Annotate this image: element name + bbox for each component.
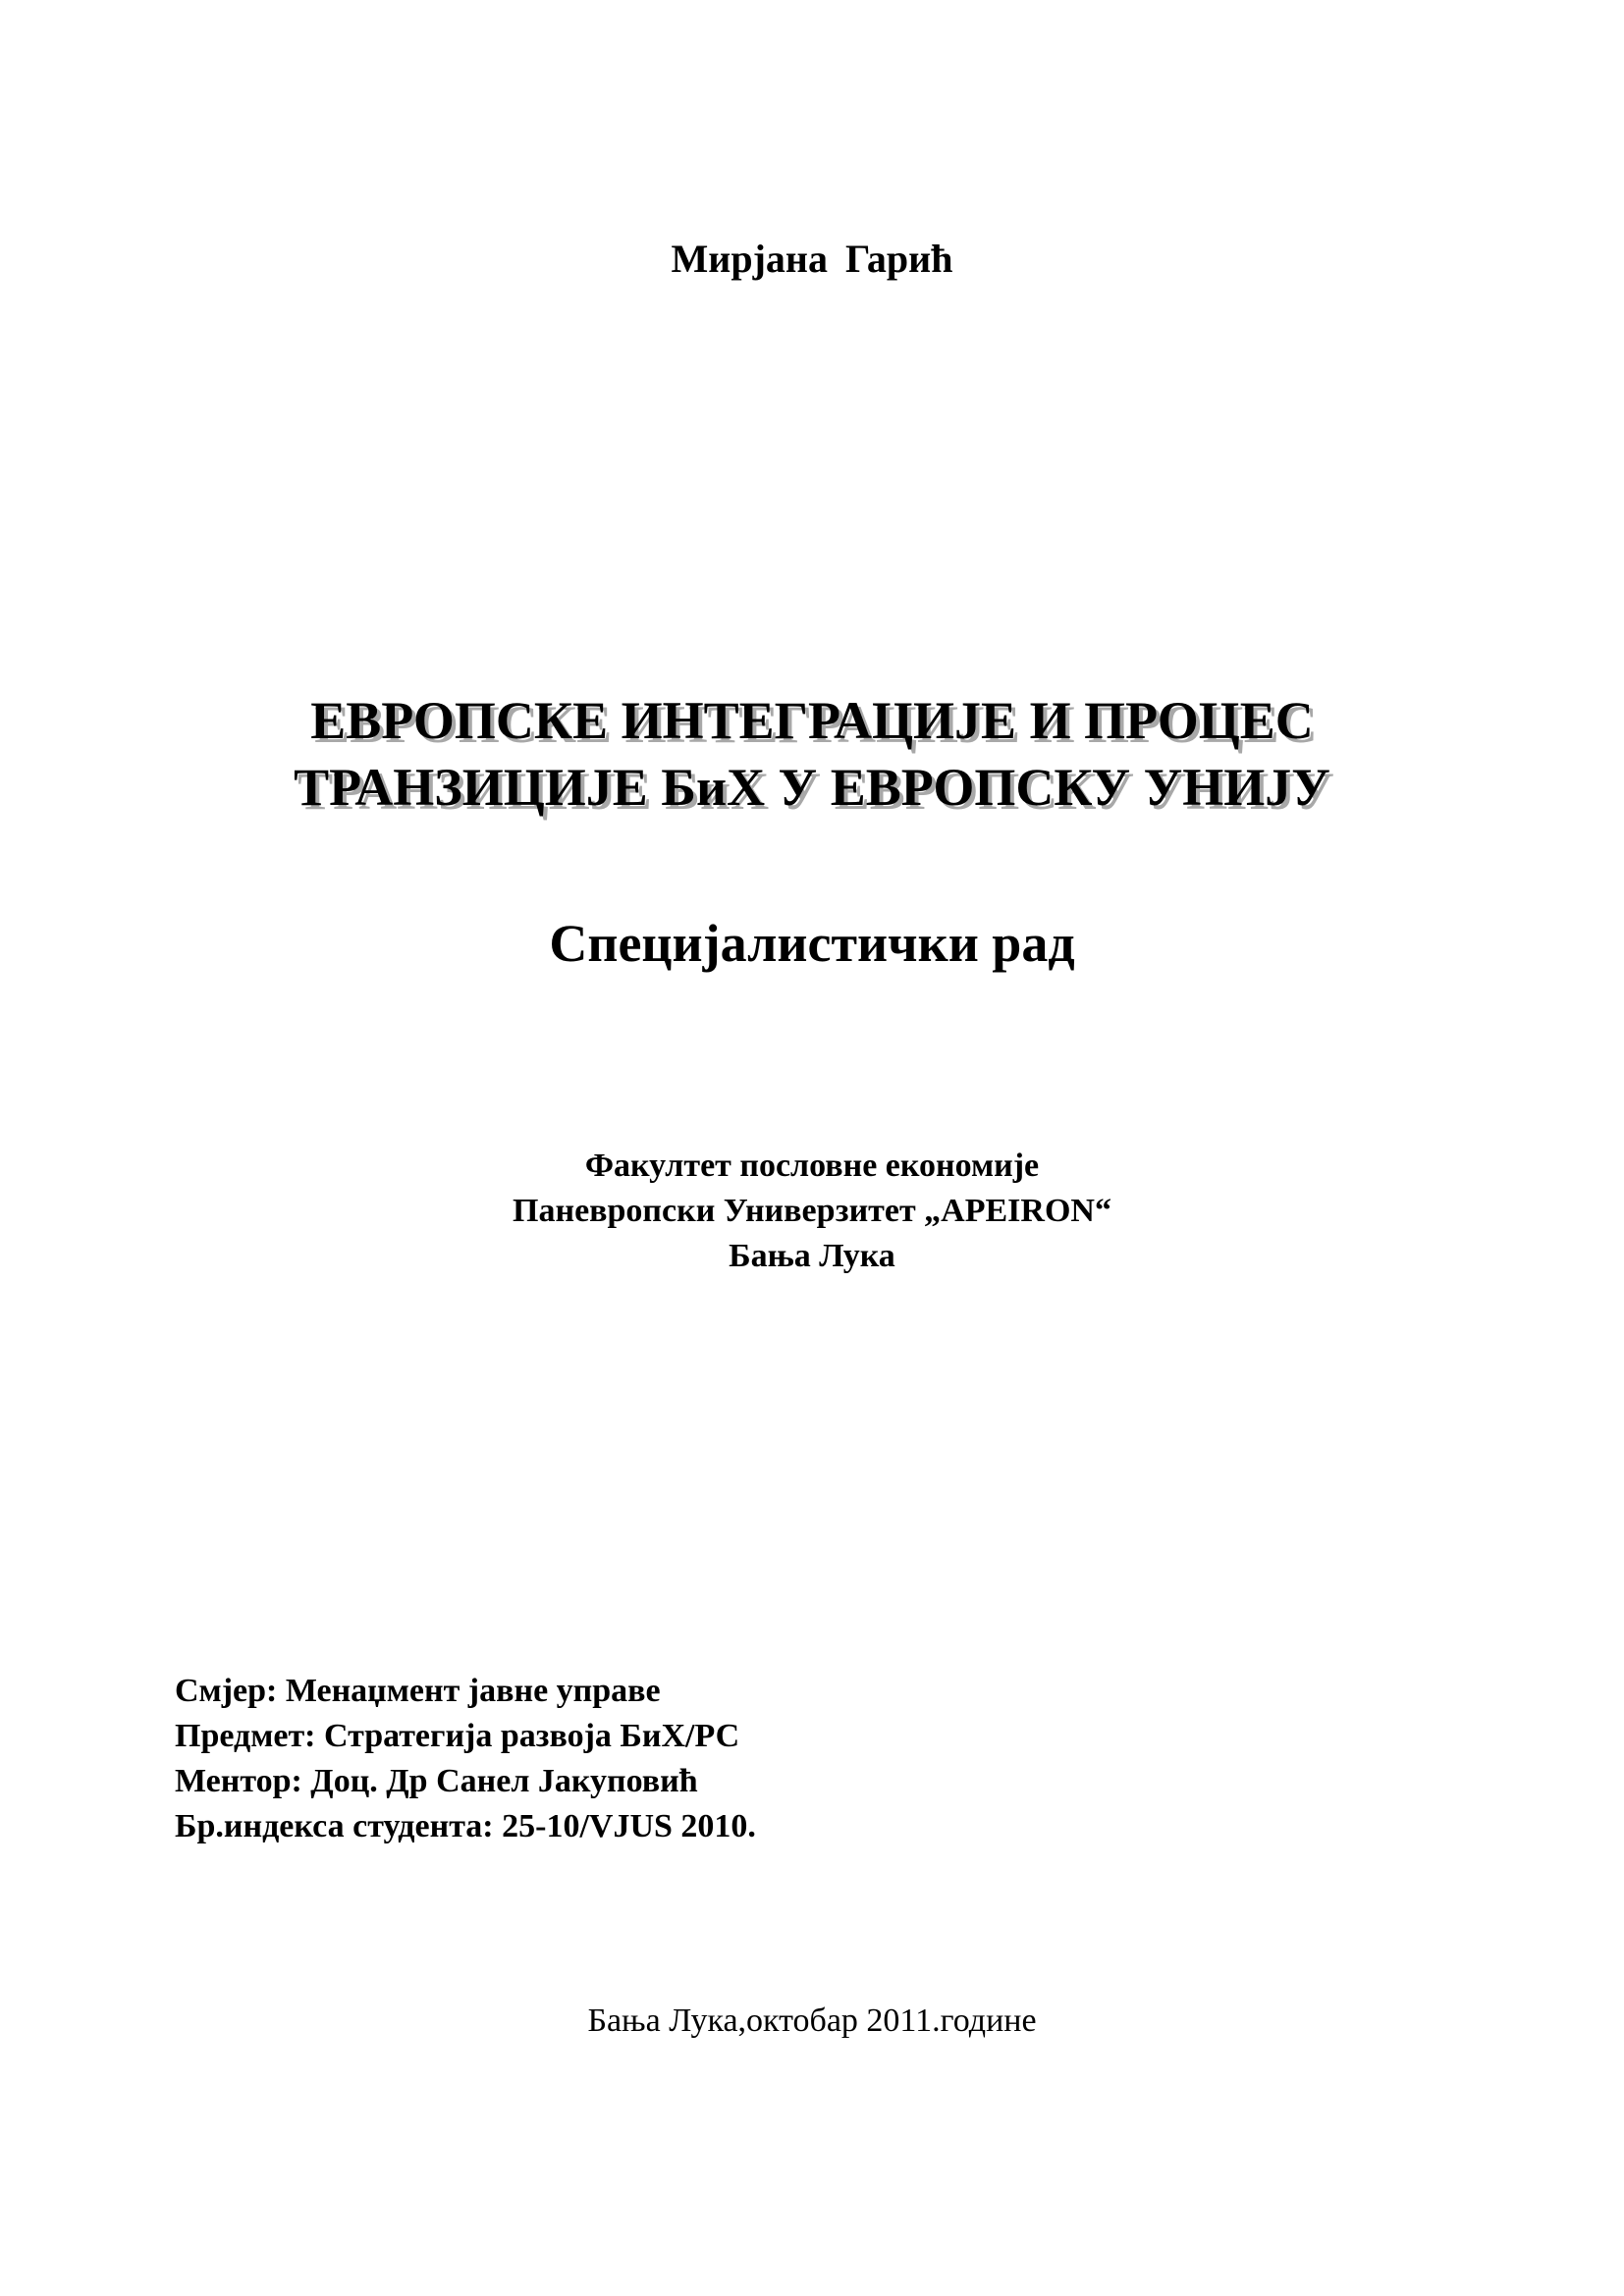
place-date-footer: Бања Лука,октобар 2011.године xyxy=(587,2002,1037,2039)
faculty-name: Факултет пословне економије xyxy=(584,1148,1040,1184)
institution-city: Бања Лука xyxy=(729,1238,895,1274)
title-line-1: ЕВРОПСКЕ ИНТЕГРАЦИЈЕ И ПРОЦЕС xyxy=(310,691,1314,750)
author-name: Мирјана Гарић xyxy=(671,237,953,281)
university-name: Паневропски Универзитет „APEIRON“ xyxy=(513,1193,1111,1229)
student-index-line: Бр.индекса студента: 25-10/VJUS 2010. xyxy=(175,1808,756,1844)
major-line: Смјер: Менаџмент јавне управе xyxy=(175,1673,661,1709)
document-subtitle: Специјалистички рад xyxy=(549,914,1075,973)
institution-block xyxy=(0,1144,1624,1279)
subject-line: Предмет: Стратегија развоја БиХ/РС xyxy=(175,1718,740,1754)
details-block xyxy=(175,1669,756,1849)
document-title xyxy=(0,687,1624,821)
title-line-2: ТРАНЗИЦИЈЕ БиХ У ЕВРОПСКУ УНИЈУ xyxy=(294,758,1330,817)
mentor-line: Ментор: Доц. Др Санел Јакуповић xyxy=(175,1763,698,1799)
